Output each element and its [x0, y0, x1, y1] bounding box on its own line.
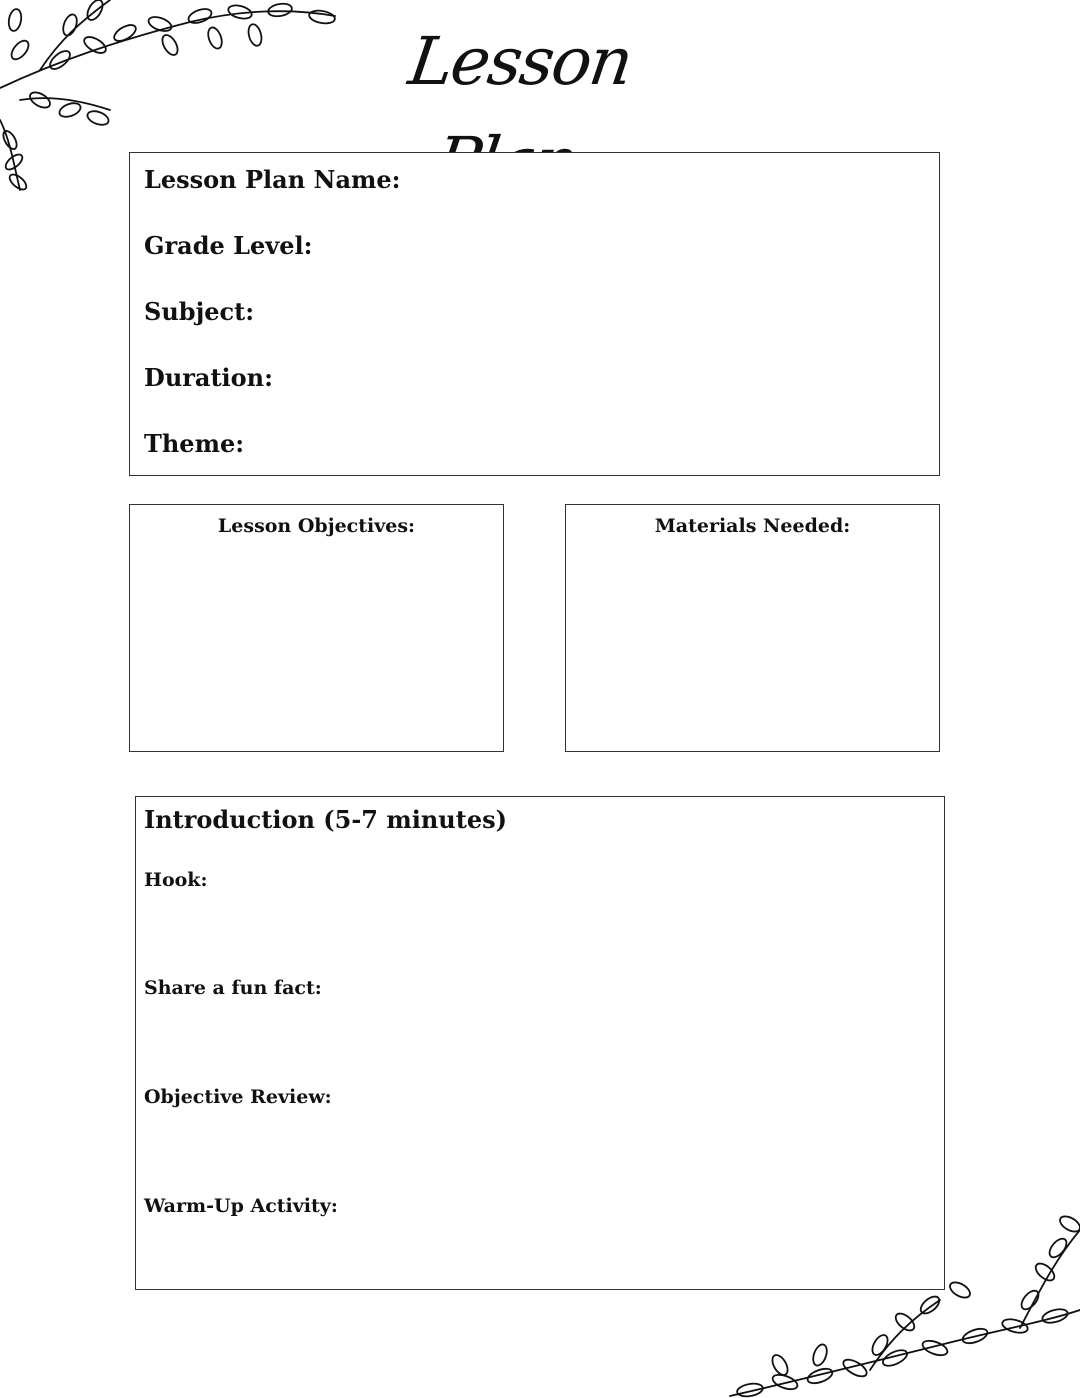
grade-level-label: Grade Level: [144, 231, 313, 260]
hook-label: Hook: [144, 869, 208, 891]
fun-fact-label: Share a fun fact: [144, 977, 322, 999]
lesson-objectives-heading: Lesson Objectives: [217, 515, 416, 537]
subject-label: Subject: [144, 297, 255, 326]
lesson-objectives-box [129, 504, 504, 752]
materials-needed-box [565, 504, 940, 752]
theme-label: Theme: [144, 429, 245, 458]
lesson-plan-name-label: Lesson Plan Name: [144, 165, 401, 194]
lesson-info-box [129, 152, 940, 476]
duration-label: Duration: [144, 363, 273, 392]
leafy-vine-bottom-right-icon [720, 1210, 1080, 1398]
materials-needed-heading: Materials Needed: [654, 515, 851, 537]
introduction-heading: Introduction (5-7 minutes) [144, 805, 507, 834]
page-title: Lesson [404, 23, 636, 100]
warm-up-activity-label: Warm-Up Activity: [144, 1195, 338, 1217]
objective-review-label: Objective Review: [144, 1086, 332, 1108]
